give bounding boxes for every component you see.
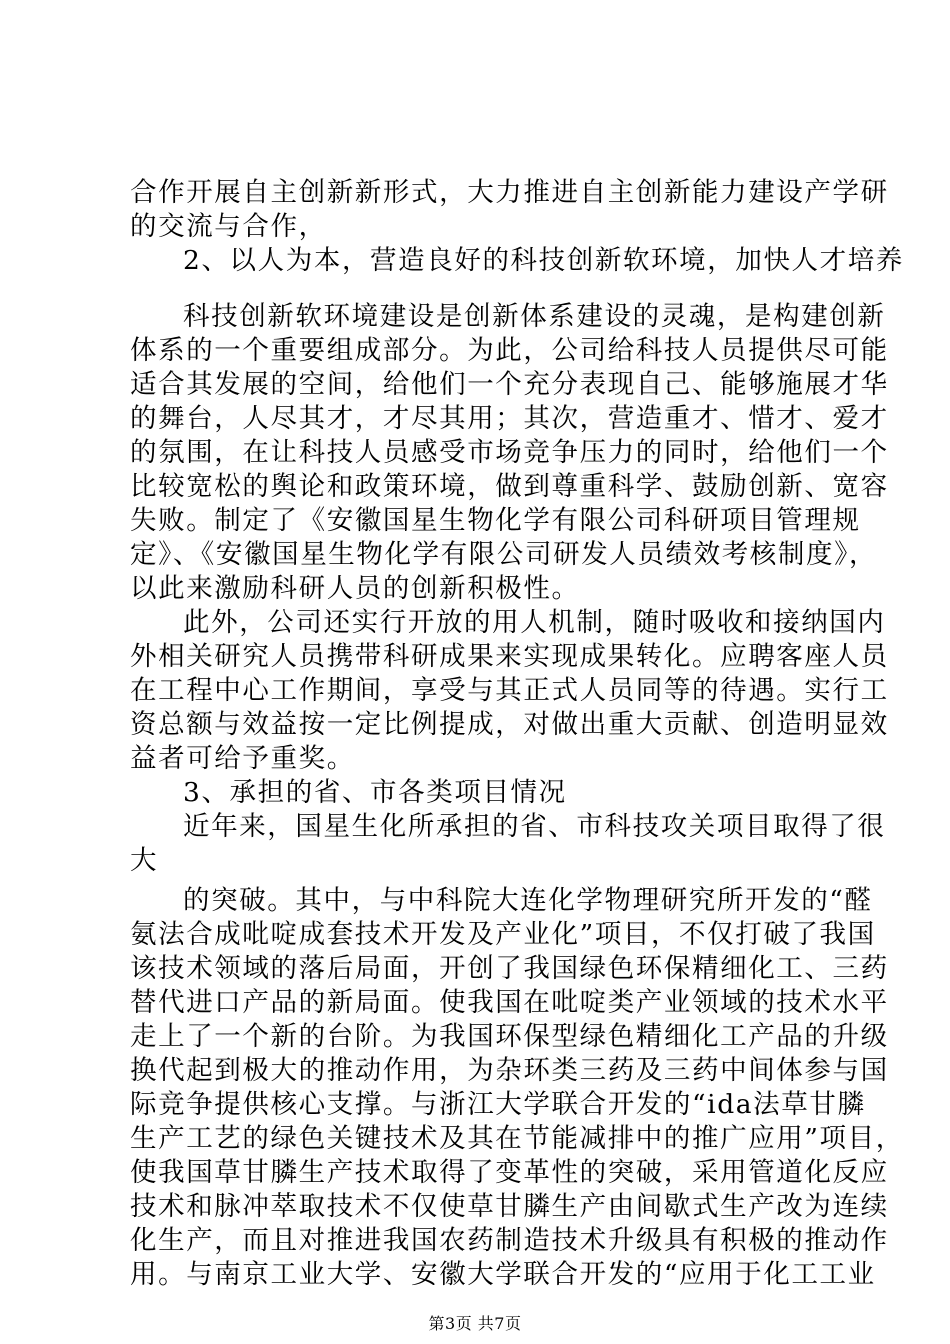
section-heading: 3、承担的省、市各类项目情况: [183, 777, 567, 808]
section-heading: 2、以人为本，营造良好的科技创新软环境，加快人才培养: [183, 245, 904, 276]
text-line: 合作开展自主创新新形式，大力推进自主创新能力建设产学研: [130, 177, 889, 208]
text-line: 生产工艺的绿色关键技术及其在节能减排中的推广应用”项目，: [130, 1123, 904, 1154]
text-line: 用。与南京工业大学、安徽大学联合开发的“应用于化工工业: [130, 1259, 876, 1290]
text-line: 氨法合成吡啶成套技术开发及产业化”项目，不仅打破了我国: [130, 919, 876, 950]
text-line: 资总额与效益按一定比例提成，对做出重大贡献、创造明显效: [130, 709, 889, 740]
text-line: 失败。制定了《安徽国星生物化学有限公司科研项目管理规: [130, 505, 861, 536]
text-line: 的突破。其中，与中科院大连化学物理研究所开发的“醛: [183, 885, 873, 916]
text-line: 使我国草甘膦生产技术取得了变革性的突破，采用管道化反应: [130, 1157, 889, 1188]
text-line: 换代起到极大的推动作用，为杂环类三药及三药中间体参与国: [130, 1055, 889, 1086]
text-line: 科技创新软环境建设是创新体系建设的灵魂，是构建创新: [183, 301, 886, 332]
text-line: 走上了一个新的台阶。为我国环保型绿色精细化工产品的升级: [130, 1021, 889, 1052]
text-line: 以此来激励科研人员的创新积极性。: [130, 573, 580, 604]
text-line: 的交流与合作，: [130, 211, 327, 242]
page-footer: 第3页 共7页: [428, 1314, 522, 1333]
text-line: 技术和脉冲萃取技术不仅使草甘膦生产由间歇式生产改为连续: [130, 1191, 889, 1222]
text-line: 此外，公司还实行开放的用人机制，随时吸收和接纳国内: [183, 607, 886, 638]
text-line: 外相关研究人员携带科研成果来实现成果转化。应聘客座人员: [130, 641, 889, 672]
text-line: 定》、《安徽国星生物化学有限公司研发人员绩效考核制度》，: [130, 539, 878, 570]
text-line: 化生产，而且对推进我国农药制造技术升级具有积极的推动作: [130, 1225, 889, 1256]
text-line: 适合其发展的空间，给他们一个充分表现自己、能够施展才华: [130, 369, 889, 400]
text-line: 在工程中心工作期间，享受与其正式人员同等的待遇。实行工: [130, 675, 889, 706]
text-line: 替代进口产品的新局面。使我国在吡啶类产业领域的技术水平: [130, 987, 889, 1018]
text-line: 的舞台，人尽其才，才尽其用；其次，营造重才、惜才、爱才: [130, 403, 889, 434]
text-line: 际竞争提供核心支撑。与浙江大学联合开发的“ida法草甘膦: [130, 1089, 866, 1120]
text-line: 的氛围，在让科技人员感受市场竞争压力的同时，给他们一个: [130, 437, 889, 468]
text-line: 体系的一个重要组成部分。为此，公司给科技人员提供尽可能: [130, 335, 889, 366]
text-line: 比较宽松的舆论和政策环境，做到尊重科学、鼓励创新、宽容: [130, 471, 889, 502]
text-line: 近年来，国星生化所承担的省、市科技攻关项目取得了很: [183, 811, 886, 842]
text-line: 大: [130, 845, 159, 876]
text-line: 益者可给予重奖。: [130, 743, 355, 774]
text-line: 该技术领域的落后局面，开创了我国绿色环保精细化工、三药: [130, 953, 889, 984]
